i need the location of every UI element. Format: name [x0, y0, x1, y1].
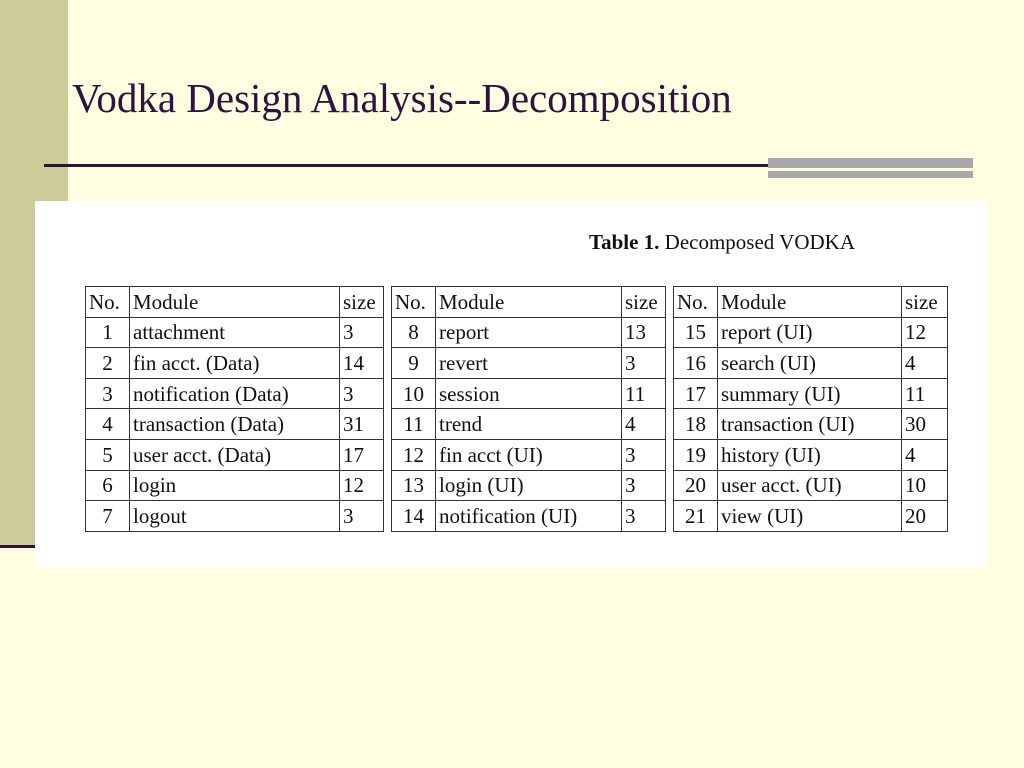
- module-name-cell: notification (UI): [436, 501, 622, 532]
- column-header-no: No.: [86, 287, 130, 318]
- slide-title: Vodka Design Analysis--Decomposition: [72, 75, 732, 121]
- column-header-size: size: [622, 287, 666, 318]
- table-caption-text: Decomposed VODKA: [664, 230, 855, 254]
- column-header-module: Module: [130, 287, 340, 318]
- module-name-cell: session: [436, 378, 622, 409]
- module-name-cell: transaction (UI): [718, 409, 902, 440]
- module-number-cell: 9: [392, 348, 436, 379]
- module-size-cell: 4: [902, 439, 948, 470]
- column-separator: [384, 317, 392, 348]
- module-number-cell: 10: [392, 378, 436, 409]
- module-size-cell: 3: [622, 348, 666, 379]
- module-name-cell: search (UI): [718, 348, 902, 379]
- module-size-cell: 12: [902, 317, 948, 348]
- module-size-cell: 3: [622, 439, 666, 470]
- table-row: [86, 378, 948, 409]
- module-size-cell: 3: [622, 470, 666, 501]
- module-number-cell: 8: [392, 317, 436, 348]
- module-size-cell: 11: [902, 378, 948, 409]
- column-separator: [384, 501, 392, 532]
- column-separator: [384, 439, 392, 470]
- column-separator: [666, 470, 674, 501]
- column-separator: [666, 501, 674, 532]
- table-row: [86, 409, 948, 440]
- module-name-cell: summary (UI): [718, 378, 902, 409]
- module-size-cell: 4: [902, 348, 948, 379]
- module-number-cell: 13: [392, 470, 436, 501]
- module-number-cell: 11: [392, 409, 436, 440]
- module-size-cell: 11: [622, 378, 666, 409]
- module-number-cell: 12: [392, 439, 436, 470]
- module-number-cell: 2: [86, 348, 130, 379]
- table-header-row: [86, 287, 948, 318]
- module-size-cell: 30: [902, 409, 948, 440]
- module-name-cell: fin acct (UI): [436, 439, 622, 470]
- column-header-no: No.: [674, 287, 718, 318]
- module-name-cell: report (UI): [718, 317, 902, 348]
- column-separator: [384, 470, 392, 501]
- module-name-cell: attachment: [130, 317, 340, 348]
- module-name-cell: history (UI): [718, 439, 902, 470]
- module-name-cell: user acct. (Data): [130, 439, 340, 470]
- module-name-cell: logout: [130, 501, 340, 532]
- module-name-cell: revert: [436, 348, 622, 379]
- column-separator: [384, 287, 392, 318]
- module-number-cell: 14: [392, 501, 436, 532]
- module-number-cell: 21: [674, 501, 718, 532]
- module-number-cell: 17: [674, 378, 718, 409]
- table-row: [86, 348, 948, 379]
- title-divider-accent-lower: [768, 171, 973, 178]
- column-header-size: size: [902, 287, 948, 318]
- module-number-cell: 16: [674, 348, 718, 379]
- table-row: [86, 501, 948, 532]
- module-size-cell: 3: [340, 317, 384, 348]
- column-header-size: size: [340, 287, 384, 318]
- module-number-cell: 5: [86, 439, 130, 470]
- module-size-cell: 10: [902, 470, 948, 501]
- module-number-cell: 4: [86, 409, 130, 440]
- module-name-cell: notification (Data): [130, 378, 340, 409]
- module-size-cell: 4: [622, 409, 666, 440]
- module-size-cell: 12: [340, 470, 384, 501]
- module-size-cell: 31: [340, 409, 384, 440]
- module-name-cell: login (UI): [436, 470, 622, 501]
- column-separator: [666, 439, 674, 470]
- module-number-cell: 20: [674, 470, 718, 501]
- module-number-cell: 15: [674, 317, 718, 348]
- module-number-cell: 6: [86, 470, 130, 501]
- column-separator: [384, 378, 392, 409]
- table-row: [86, 439, 948, 470]
- module-name-cell: transaction (Data): [130, 409, 340, 440]
- column-header-no: No.: [392, 287, 436, 318]
- module-name-cell: view (UI): [718, 501, 902, 532]
- column-header-module: Module: [718, 287, 902, 318]
- module-number-cell: 18: [674, 409, 718, 440]
- module-name-cell: user acct. (UI): [718, 470, 902, 501]
- table-image-panel: [35, 201, 988, 567]
- module-size-cell: 20: [902, 501, 948, 532]
- column-separator: [666, 317, 674, 348]
- module-size-cell: 3: [340, 501, 384, 532]
- module-size-cell: 13: [622, 317, 666, 348]
- module-name-cell: trend: [436, 409, 622, 440]
- table-row: [86, 470, 948, 501]
- column-separator: [666, 378, 674, 409]
- module-size-cell: 17: [340, 439, 384, 470]
- column-separator: [666, 287, 674, 318]
- column-separator: [384, 348, 392, 379]
- column-separator: [384, 409, 392, 440]
- module-number-cell: 1: [86, 317, 130, 348]
- module-name-cell: fin acct. (Data): [130, 348, 340, 379]
- module-name-cell: login: [130, 470, 340, 501]
- module-number-cell: 3: [86, 378, 130, 409]
- column-header-module: Module: [436, 287, 622, 318]
- module-name-cell: report: [436, 317, 622, 348]
- table-row: [86, 317, 948, 348]
- module-number-cell: 19: [674, 439, 718, 470]
- table-caption-label: Table 1.: [588, 230, 660, 254]
- table-caption: [35, 230, 855, 255]
- title-divider-accent: [768, 158, 973, 168]
- module-size-cell: 3: [340, 378, 384, 409]
- column-separator: [666, 409, 674, 440]
- module-size-cell: 3: [622, 501, 666, 532]
- module-number-cell: 7: [86, 501, 130, 532]
- decomposition-table: [85, 286, 948, 532]
- column-separator: [666, 348, 674, 379]
- module-size-cell: 14: [340, 348, 384, 379]
